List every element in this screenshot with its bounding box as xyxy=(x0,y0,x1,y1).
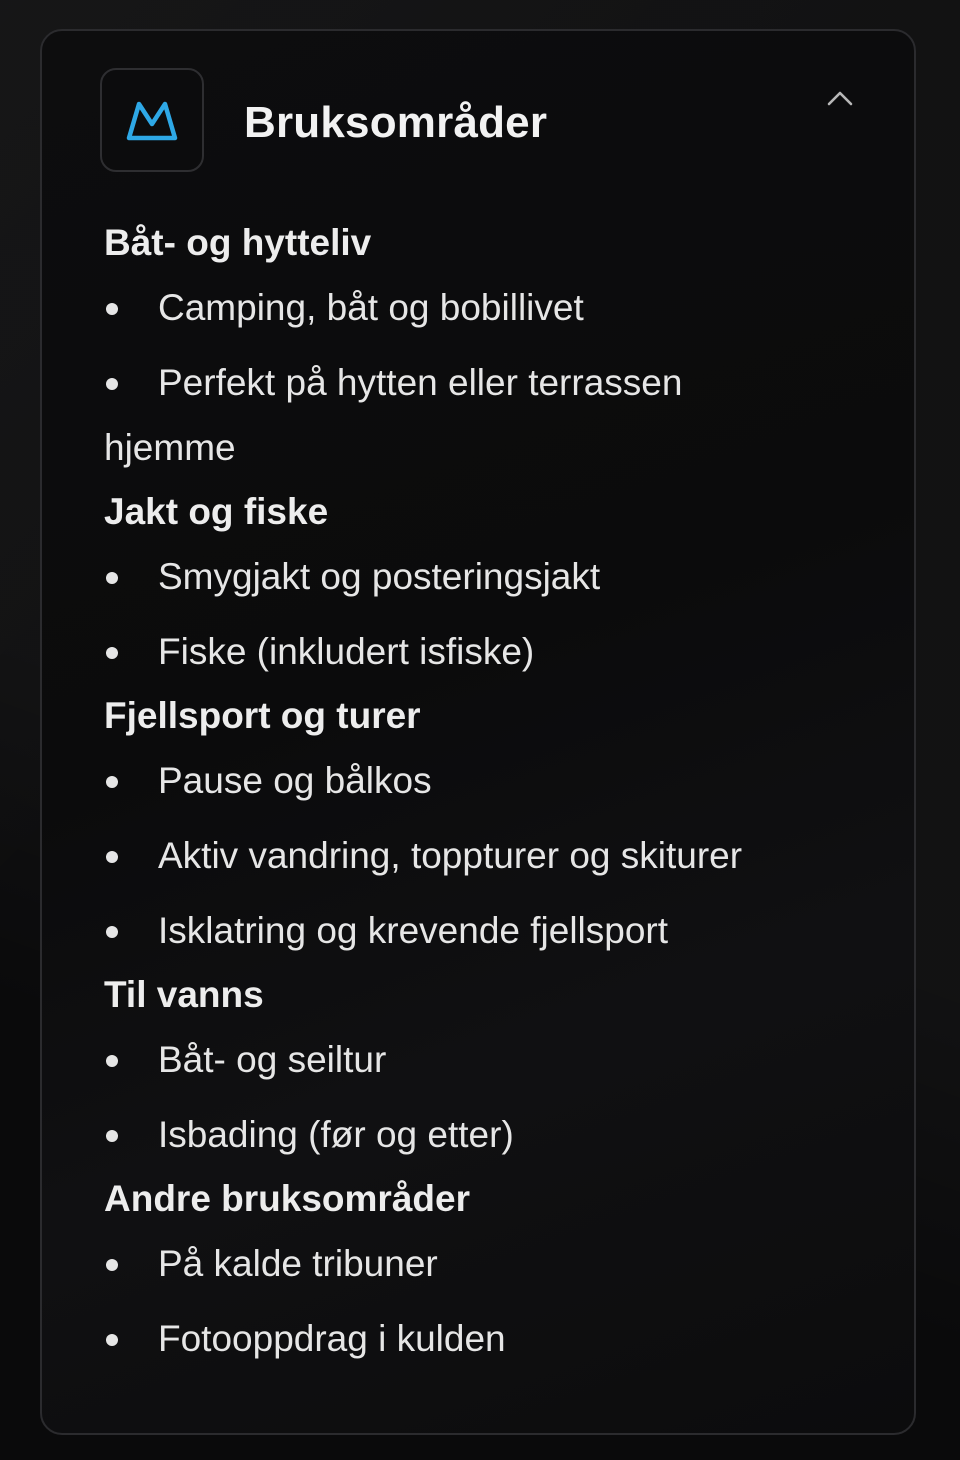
list-item-text: Camping, båt og bobillivet xyxy=(158,287,584,328)
bullet-dot xyxy=(106,378,118,390)
section-title-hunting-fishing: Jakt og fiske xyxy=(104,491,329,532)
section-title-water: Til vanns xyxy=(104,974,264,1015)
section-title-mountain-sport: Fjellsport og turer xyxy=(104,695,421,736)
list-item-text: Isbading (før og etter) xyxy=(158,1114,514,1155)
list-item xyxy=(104,748,884,813)
list-item-text: Pause og bålkos xyxy=(158,760,432,801)
list-item-text: Aktiv vandring, toppturer og skiturer xyxy=(158,835,743,876)
bullet-dot xyxy=(106,647,118,659)
list-item-text: På kalde tribuner xyxy=(158,1243,438,1284)
collapse-button[interactable] xyxy=(822,83,858,113)
list-item-text: Isklatring og krevende fjellsport xyxy=(158,910,669,951)
accordion-header[interactable] xyxy=(42,31,914,201)
list-item xyxy=(104,898,884,963)
list-item xyxy=(104,1027,884,1092)
bullet-dot xyxy=(106,1055,118,1067)
bullet-dot xyxy=(106,572,118,584)
logo-badge xyxy=(100,68,204,172)
list-item xyxy=(104,823,884,888)
chevron-up-icon xyxy=(827,90,853,106)
list-item-text: Fiske (inkludert isfiske) xyxy=(158,631,535,672)
accordion-title: Bruksområder xyxy=(244,98,548,147)
bullet-dot xyxy=(106,926,118,938)
accordion-content xyxy=(104,211,884,1371)
mountain-logo-icon xyxy=(125,96,179,144)
section-title-boat-cabin: Båt- og hytteliv xyxy=(104,222,372,263)
bullet-dot xyxy=(106,1130,118,1142)
list-item xyxy=(104,1231,884,1296)
list-item xyxy=(104,350,884,480)
list-item-text: Perfekt på hytten eller terrassen xyxy=(158,362,683,403)
bullet-dot xyxy=(106,851,118,863)
list-item-text: Smygjakt og posteringsjakt xyxy=(158,556,601,597)
list-item xyxy=(104,275,884,340)
list-item xyxy=(104,1306,884,1371)
list-item-text: Båt- og seiltur xyxy=(158,1039,387,1080)
list-item xyxy=(104,1102,884,1167)
section-title-other-uses: Andre bruksområder xyxy=(104,1178,470,1219)
bullet-dot xyxy=(106,776,118,788)
usage-accordion-card xyxy=(40,29,916,1435)
bullet-dot xyxy=(106,303,118,315)
bullet-dot xyxy=(106,1334,118,1346)
list-item-text-continuation: hjemme xyxy=(104,427,236,468)
list-item xyxy=(104,544,884,609)
list-item xyxy=(104,619,884,684)
bullet-dot xyxy=(106,1259,118,1271)
list-item-text: Fotooppdrag i kulden xyxy=(158,1318,506,1359)
